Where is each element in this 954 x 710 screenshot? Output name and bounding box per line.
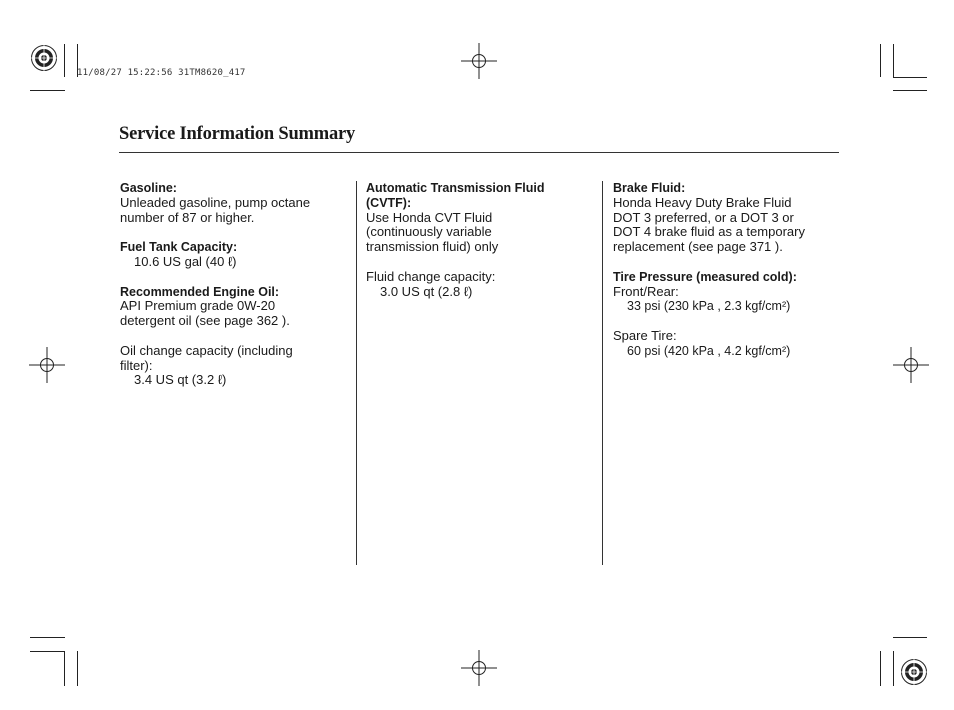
fuel-tank-value: 10.6 US gal (40 ℓ)	[134, 253, 237, 269]
crop-mark	[880, 44, 881, 77]
crop-mark	[30, 90, 65, 91]
cvtf-text: (continuously variable	[366, 224, 492, 240]
fuel-tank-heading: Fuel Tank Capacity:	[120, 240, 238, 255]
title-rule	[119, 152, 839, 153]
crop-mark	[893, 651, 894, 686]
engine-oil-heading: Recommended Engine Oil:	[120, 284, 280, 299]
oil-capacity-label: filter):	[120, 357, 153, 373]
brake-fluid-text: Honda Heavy Duty Brake Fluid	[613, 194, 792, 210]
crop-mark	[64, 651, 65, 686]
crop-mark	[893, 77, 927, 78]
gasoline-heading: Gasoline:	[120, 181, 177, 195]
fluid-capacity-label: Fluid change capacity:	[366, 268, 496, 284]
cvtf-text: Use Honda CVT Fluid	[366, 209, 493, 225]
column-divider	[356, 181, 357, 565]
front-rear-value: 33 psi (230 kPa , 2.3 kgf/cm²)	[627, 299, 791, 314]
registration-target-icon	[900, 658, 928, 686]
crosshair-icon	[893, 347, 929, 383]
fluid-capacity-value: 3.0 US qt (2.8 ℓ)	[380, 283, 473, 299]
cvtf-text: transmission fluid) only	[366, 239, 499, 255]
column-2	[366, 181, 545, 299]
column-divider	[602, 181, 603, 565]
crop-mark	[893, 637, 927, 638]
crop-mark	[893, 44, 894, 77]
tire-pressure-heading: Tire Pressure (measured cold):	[613, 269, 797, 284]
crop-mark	[893, 90, 927, 91]
crosshair-icon	[461, 43, 497, 79]
crosshair-icon	[461, 650, 497, 686]
oil-capacity-value: 3.4 US qt (3.2 ℓ)	[134, 372, 227, 388]
gasoline-text: Unleaded gasoline, pump octane	[120, 194, 311, 210]
engine-oil-text: detergent oil (see page 362 ).	[120, 313, 290, 329]
gasoline-text: number of 87 or higher.	[120, 209, 255, 225]
brake-fluid-text: DOT 3 preferred, or a DOT 3 or	[613, 209, 794, 225]
crop-mark	[30, 651, 65, 652]
brake-fluid-text: replacement (see page 371 ).	[613, 239, 783, 255]
crop-mark	[30, 637, 65, 638]
crop-mark	[880, 651, 881, 686]
spare-tire-value: 60 psi (420 kPa , 4.2 kgf/cm²)	[627, 343, 791, 358]
crop-mark	[77, 651, 78, 686]
registration-target-icon	[30, 44, 58, 72]
crosshair-icon	[29, 347, 65, 383]
column-1	[120, 181, 310, 388]
brake-fluid-heading: Brake Fluid:	[613, 181, 686, 195]
oil-capacity-label: Oil change capacity (including	[120, 342, 293, 358]
cvtf-heading: (CVTF):	[366, 195, 412, 210]
print-slug: 11/08/27 15:22:56 31TM8620_417	[77, 68, 246, 78]
page-title: Service Information Summary	[119, 124, 356, 144]
engine-oil-text: API Premium grade 0W-20	[120, 298, 276, 314]
front-rear-label: Front/Rear:	[613, 283, 679, 299]
column-3	[613, 181, 805, 359]
crop-mark	[64, 44, 65, 77]
brake-fluid-text: DOT 4 brake fluid as a temporary	[613, 224, 805, 240]
cvtf-heading: Automatic Transmission Fluid	[366, 181, 545, 195]
spare-tire-label: Spare Tire:	[613, 327, 677, 343]
